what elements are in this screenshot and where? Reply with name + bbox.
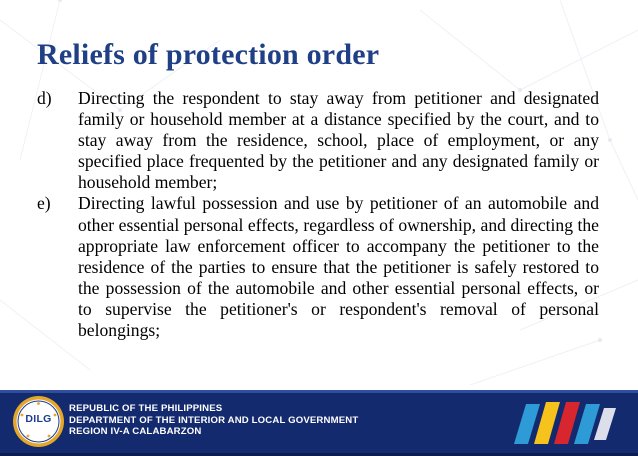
relief-list — [37, 88, 599, 341]
footer-divider — [0, 390, 638, 393]
list-item-text: Directing the respondent to stay away from petitioner and designated family or household member at a distance specified by the court, and to stay away from the residence, school, place of employment, or any specified place frequented by the petitioner and any designated family or household member; — [78, 88, 599, 193]
dilg-seal — [12, 395, 65, 448]
footer-banner — [0, 390, 638, 456]
agency-name-block — [69, 403, 358, 438]
flag-ribbon-icon — [512, 398, 622, 446]
agency-line-republic: REPUBLIC OF THE PHILIPPINES — [69, 403, 223, 414]
slide-title: Reliefs of protection order — [37, 38, 380, 71]
list-item — [37, 88, 599, 193]
seal-text: DILG — [25, 413, 52, 425]
list-marker: d) — [37, 88, 52, 108]
list-marker: e) — [37, 193, 51, 214]
agency-line-department: DEPARTMENT OF THE INTERIOR AND LOCAL GOVERNMENT — [69, 414, 359, 426]
list-item-text: Directing lawful possession and use by petitioner of an automobile and other essential personal effects, regardless of ownership, and directing the appropriate law enforcement officer to accompany the petitioner to the residence of the parties to ensure that the petitioner is safely restored to the possession of the automobile and other essential personal effects, or to supervise the petitioner's or respondent's removal of personal belongings; — [78, 193, 599, 341]
list-item — [37, 193, 599, 341]
agency-line-region: REGION IV-A CALABARZON — [69, 426, 202, 438]
